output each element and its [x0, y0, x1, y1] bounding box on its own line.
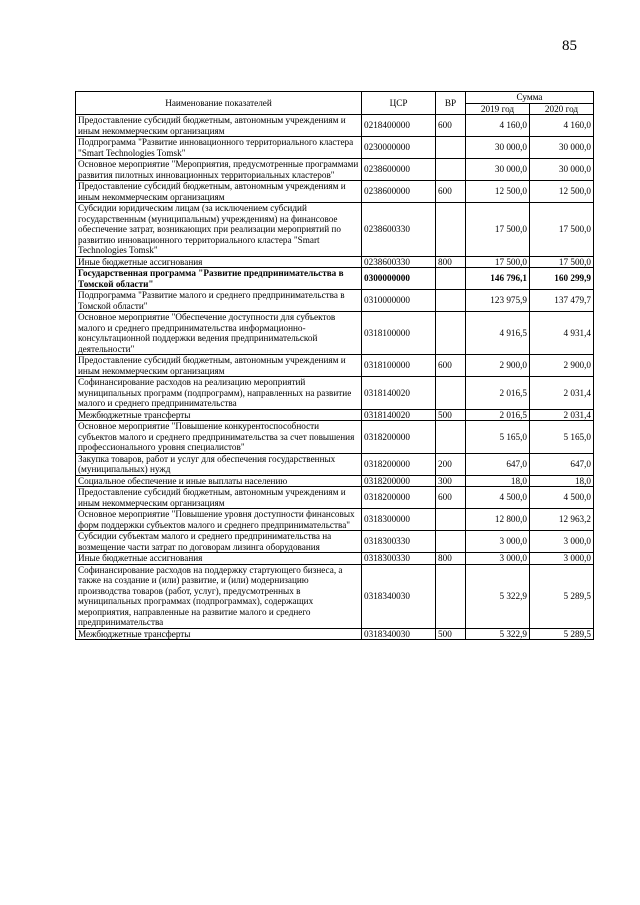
row-name-cell: Софинансирование расходов на поддержку стартующего бизнеса, а также на создание и (или) развитие, и (или) модернизацию производства товаров (работ, услуг), предусмотренных в муниципальных программах (подпрограммах), содержащих мероприятия, направленные на развитие малого и среднего предпринимательства — [76, 564, 362, 628]
row-sum-2019-cell: 4 160,0 — [466, 115, 530, 137]
table-row — [76, 312, 594, 355]
row-name-cell: Софинансирование расходов на реализацию мероприятий муниципальных программ (подпрограмм), направленных на развитие малого и среднего предпринимательства — [76, 377, 362, 410]
header-sum: Сумма — [466, 92, 594, 104]
row-sum-2020-cell: 5 289,5 — [530, 564, 594, 628]
table-row — [76, 628, 594, 640]
row-csr-cell: 0318140020 — [362, 409, 436, 421]
row-name-cell: Межбюджетные трансферты — [76, 628, 362, 640]
row-csr-cell: 0238600000 — [362, 159, 436, 181]
row-sum-2020-cell: 4 931,4 — [530, 312, 594, 355]
row-sum-2019-cell: 18,0 — [466, 475, 530, 487]
row-sum-2020-cell: 2 900,0 — [530, 355, 594, 377]
row-sum-2020-cell: 647,0 — [530, 453, 594, 475]
row-name-cell: Предоставление субсидий бюджетным, автономным учреждениям и иным некоммерческим организациям — [76, 487, 362, 509]
row-sum-2020-cell: 17 500,0 — [530, 203, 594, 257]
row-sum-2019-cell: 4 916,5 — [466, 312, 530, 355]
header-csr: ЦСР — [362, 92, 436, 115]
row-vr-cell: 500 — [436, 628, 466, 640]
row-name-cell: Иные бюджетные ассигнования — [76, 553, 362, 565]
row-sum-2019-cell: 146 796,1 — [466, 268, 530, 290]
row-csr-cell: 0238600330 — [362, 256, 436, 268]
row-name-cell: Закупка товаров, работ и услуг для обеспечения государственных (муниципальных) нужд — [76, 453, 362, 475]
row-vr-cell: 500 — [436, 409, 466, 421]
row-sum-2020-cell: 3 000,0 — [530, 531, 594, 553]
row-sum-2019-cell: 3 000,0 — [466, 553, 530, 565]
row-sum-2019-cell: 17 500,0 — [466, 203, 530, 257]
row-csr-cell: 0230000000 — [362, 137, 436, 159]
table-row — [76, 355, 594, 377]
table-row — [76, 475, 594, 487]
row-sum-2019-cell: 17 500,0 — [466, 256, 530, 268]
row-sum-2020-cell: 2 031,4 — [530, 409, 594, 421]
row-sum-2020-cell: 18,0 — [530, 475, 594, 487]
table-row — [76, 421, 594, 454]
row-sum-2020-cell: 17 500,0 — [530, 256, 594, 268]
row-name-cell: Социальное обеспечение и иные выплаты населению — [76, 475, 362, 487]
table-row — [76, 509, 594, 531]
table-row — [76, 409, 594, 421]
budget-table — [75, 91, 594, 640]
row-vr-cell — [436, 421, 466, 454]
table-row — [76, 203, 594, 257]
row-name-cell: Основное мероприятие "Повышение уровня доступности финансовых форм поддержки субъектов малого и среднего предпринимательства" — [76, 509, 362, 531]
row-csr-cell: 0238600000 — [362, 181, 436, 203]
table-row — [76, 487, 594, 509]
row-vr-cell: 600 — [436, 355, 466, 377]
row-sum-2020-cell: 12 963,2 — [530, 509, 594, 531]
row-csr-cell: 0318140020 — [362, 377, 436, 410]
row-sum-2019-cell: 4 500,0 — [466, 487, 530, 509]
header-vr: ВР — [436, 92, 466, 115]
row-vr-cell — [436, 564, 466, 628]
row-csr-cell: 0318200000 — [362, 475, 436, 487]
row-csr-cell: 0310000000 — [362, 290, 436, 312]
row-name-cell: Предоставление субсидий бюджетным, автономным учреждениям и иным некоммерческим организациям — [76, 181, 362, 203]
header-year-2019: 2019 год — [466, 103, 530, 115]
row-sum-2019-cell: 3 000,0 — [466, 531, 530, 553]
row-vr-cell — [436, 531, 466, 553]
row-sum-2019-cell: 123 975,9 — [466, 290, 530, 312]
row-vr-cell: 800 — [436, 256, 466, 268]
row-sum-2020-cell: 5 289,5 — [530, 628, 594, 640]
row-csr-cell: 0318340030 — [362, 628, 436, 640]
row-sum-2019-cell: 5 322,9 — [466, 628, 530, 640]
table-row — [76, 290, 594, 312]
table-row — [76, 531, 594, 553]
header-name: Наименование показателей — [76, 92, 362, 115]
row-sum-2020-cell: 12 500,0 — [530, 181, 594, 203]
row-vr-cell: 200 — [436, 453, 466, 475]
row-name-cell: Основное мероприятие "Обеспечение доступности для субъектов малого и среднего предпринимательства информационно-консультационной поддержки ведения предпринимательской деятельности" — [76, 312, 362, 355]
row-sum-2019-cell: 2 900,0 — [466, 355, 530, 377]
row-csr-cell: 0318340030 — [362, 564, 436, 628]
row-csr-cell: 0318300330 — [362, 531, 436, 553]
table-row — [76, 564, 594, 628]
row-vr-cell: 800 — [436, 553, 466, 565]
table-row — [76, 137, 594, 159]
row-vr-cell — [436, 268, 466, 290]
row-csr-cell: 0318200000 — [362, 487, 436, 509]
row-name-cell: Государственная программа "Развитие предпринимательства в Томской области" — [76, 268, 362, 290]
row-csr-cell: 0238600330 — [362, 203, 436, 257]
row-vr-cell — [436, 137, 466, 159]
row-vr-cell: 300 — [436, 475, 466, 487]
row-name-cell: Межбюджетные трансферты — [76, 409, 362, 421]
row-sum-2020-cell: 30 000,0 — [530, 159, 594, 181]
row-sum-2020-cell: 4 160,0 — [530, 115, 594, 137]
row-sum-2020-cell: 160 299,9 — [530, 268, 594, 290]
table-row — [76, 377, 594, 410]
table-row — [76, 159, 594, 181]
row-vr-cell: 600 — [436, 115, 466, 137]
row-csr-cell: 0318200000 — [362, 453, 436, 475]
table-row — [76, 268, 594, 290]
row-vr-cell: 600 — [436, 487, 466, 509]
row-sum-2019-cell: 2 016,5 — [466, 409, 530, 421]
row-csr-cell: 0218400000 — [362, 115, 436, 137]
row-sum-2019-cell: 30 000,0 — [466, 159, 530, 181]
row-name-cell: Предоставление субсидий бюджетным, автономным учреждениям и иным некоммерческим организациям — [76, 115, 362, 137]
row-sum-2019-cell: 5 165,0 — [466, 421, 530, 454]
row-sum-2019-cell: 647,0 — [466, 453, 530, 475]
table-row — [76, 115, 594, 137]
row-vr-cell — [436, 203, 466, 257]
row-name-cell: Основное мероприятие "Повышение конкурентоспособности субъектов малого и среднего предпринимательства за счет повышения профессионального уровня специалистов" — [76, 421, 362, 454]
row-vr-cell — [436, 312, 466, 355]
page-number: 85 — [562, 38, 577, 54]
row-csr-cell: 0318300330 — [362, 553, 436, 565]
row-sum-2020-cell: 4 500,0 — [530, 487, 594, 509]
row-name-cell: Подпрограмма "Развитие малого и среднего предпринимательства в Томской области" — [76, 290, 362, 312]
row-sum-2019-cell: 30 000,0 — [466, 137, 530, 159]
row-vr-cell — [436, 509, 466, 531]
table-row — [76, 181, 594, 203]
row-name-cell: Субсидии юридическим лицам (за исключением субсидий государственным (муниципальным) учреждениям) на финансовое обеспечение затрат, возникающих при реализации мероприятий по развитию инновационного территориального кластера "Smart Technologies Tomsk" — [76, 203, 362, 257]
row-csr-cell: 0300000000 — [362, 268, 436, 290]
row-csr-cell: 0318100000 — [362, 355, 436, 377]
row-sum-2020-cell: 137 479,7 — [530, 290, 594, 312]
row-sum-2020-cell: 30 000,0 — [530, 137, 594, 159]
row-name-cell: Подпрограмма "Развитие инновационного территориального кластера "Smart Technologies Tomsk" — [76, 137, 362, 159]
row-vr-cell — [436, 159, 466, 181]
row-vr-cell: 600 — [436, 181, 466, 203]
row-sum-2019-cell: 5 322,9 — [466, 564, 530, 628]
row-name-cell: Иные бюджетные ассигнования — [76, 256, 362, 268]
table-row — [76, 453, 594, 475]
row-csr-cell: 0318100000 — [362, 312, 436, 355]
row-sum-2020-cell: 2 031,4 — [530, 377, 594, 410]
row-name-cell: Предоставление субсидий бюджетным, автономным учреждениям и иным некоммерческим организациям — [76, 355, 362, 377]
table-row — [76, 256, 594, 268]
header-year-2020: 2020 год — [530, 103, 594, 115]
row-sum-2019-cell: 2 016,5 — [466, 377, 530, 410]
row-name-cell: Основное мероприятие "Мероприятия, предусмотренные программами развития пилотных инновационных территориальных кластеров" — [76, 159, 362, 181]
row-csr-cell: 0318300000 — [362, 509, 436, 531]
row-sum-2020-cell: 5 165,0 — [530, 421, 594, 454]
row-sum-2019-cell: 12 500,0 — [466, 181, 530, 203]
table-body — [76, 115, 594, 640]
row-sum-2020-cell: 3 000,0 — [530, 553, 594, 565]
row-sum-2019-cell: 12 800,0 — [466, 509, 530, 531]
row-csr-cell: 0318200000 — [362, 421, 436, 454]
table-row — [76, 553, 594, 565]
row-vr-cell — [436, 290, 466, 312]
row-vr-cell — [436, 377, 466, 410]
row-name-cell: Субсидии субъектам малого и среднего предпринимательства на возмещение части затрат по договорам лизинга оборудования — [76, 531, 362, 553]
